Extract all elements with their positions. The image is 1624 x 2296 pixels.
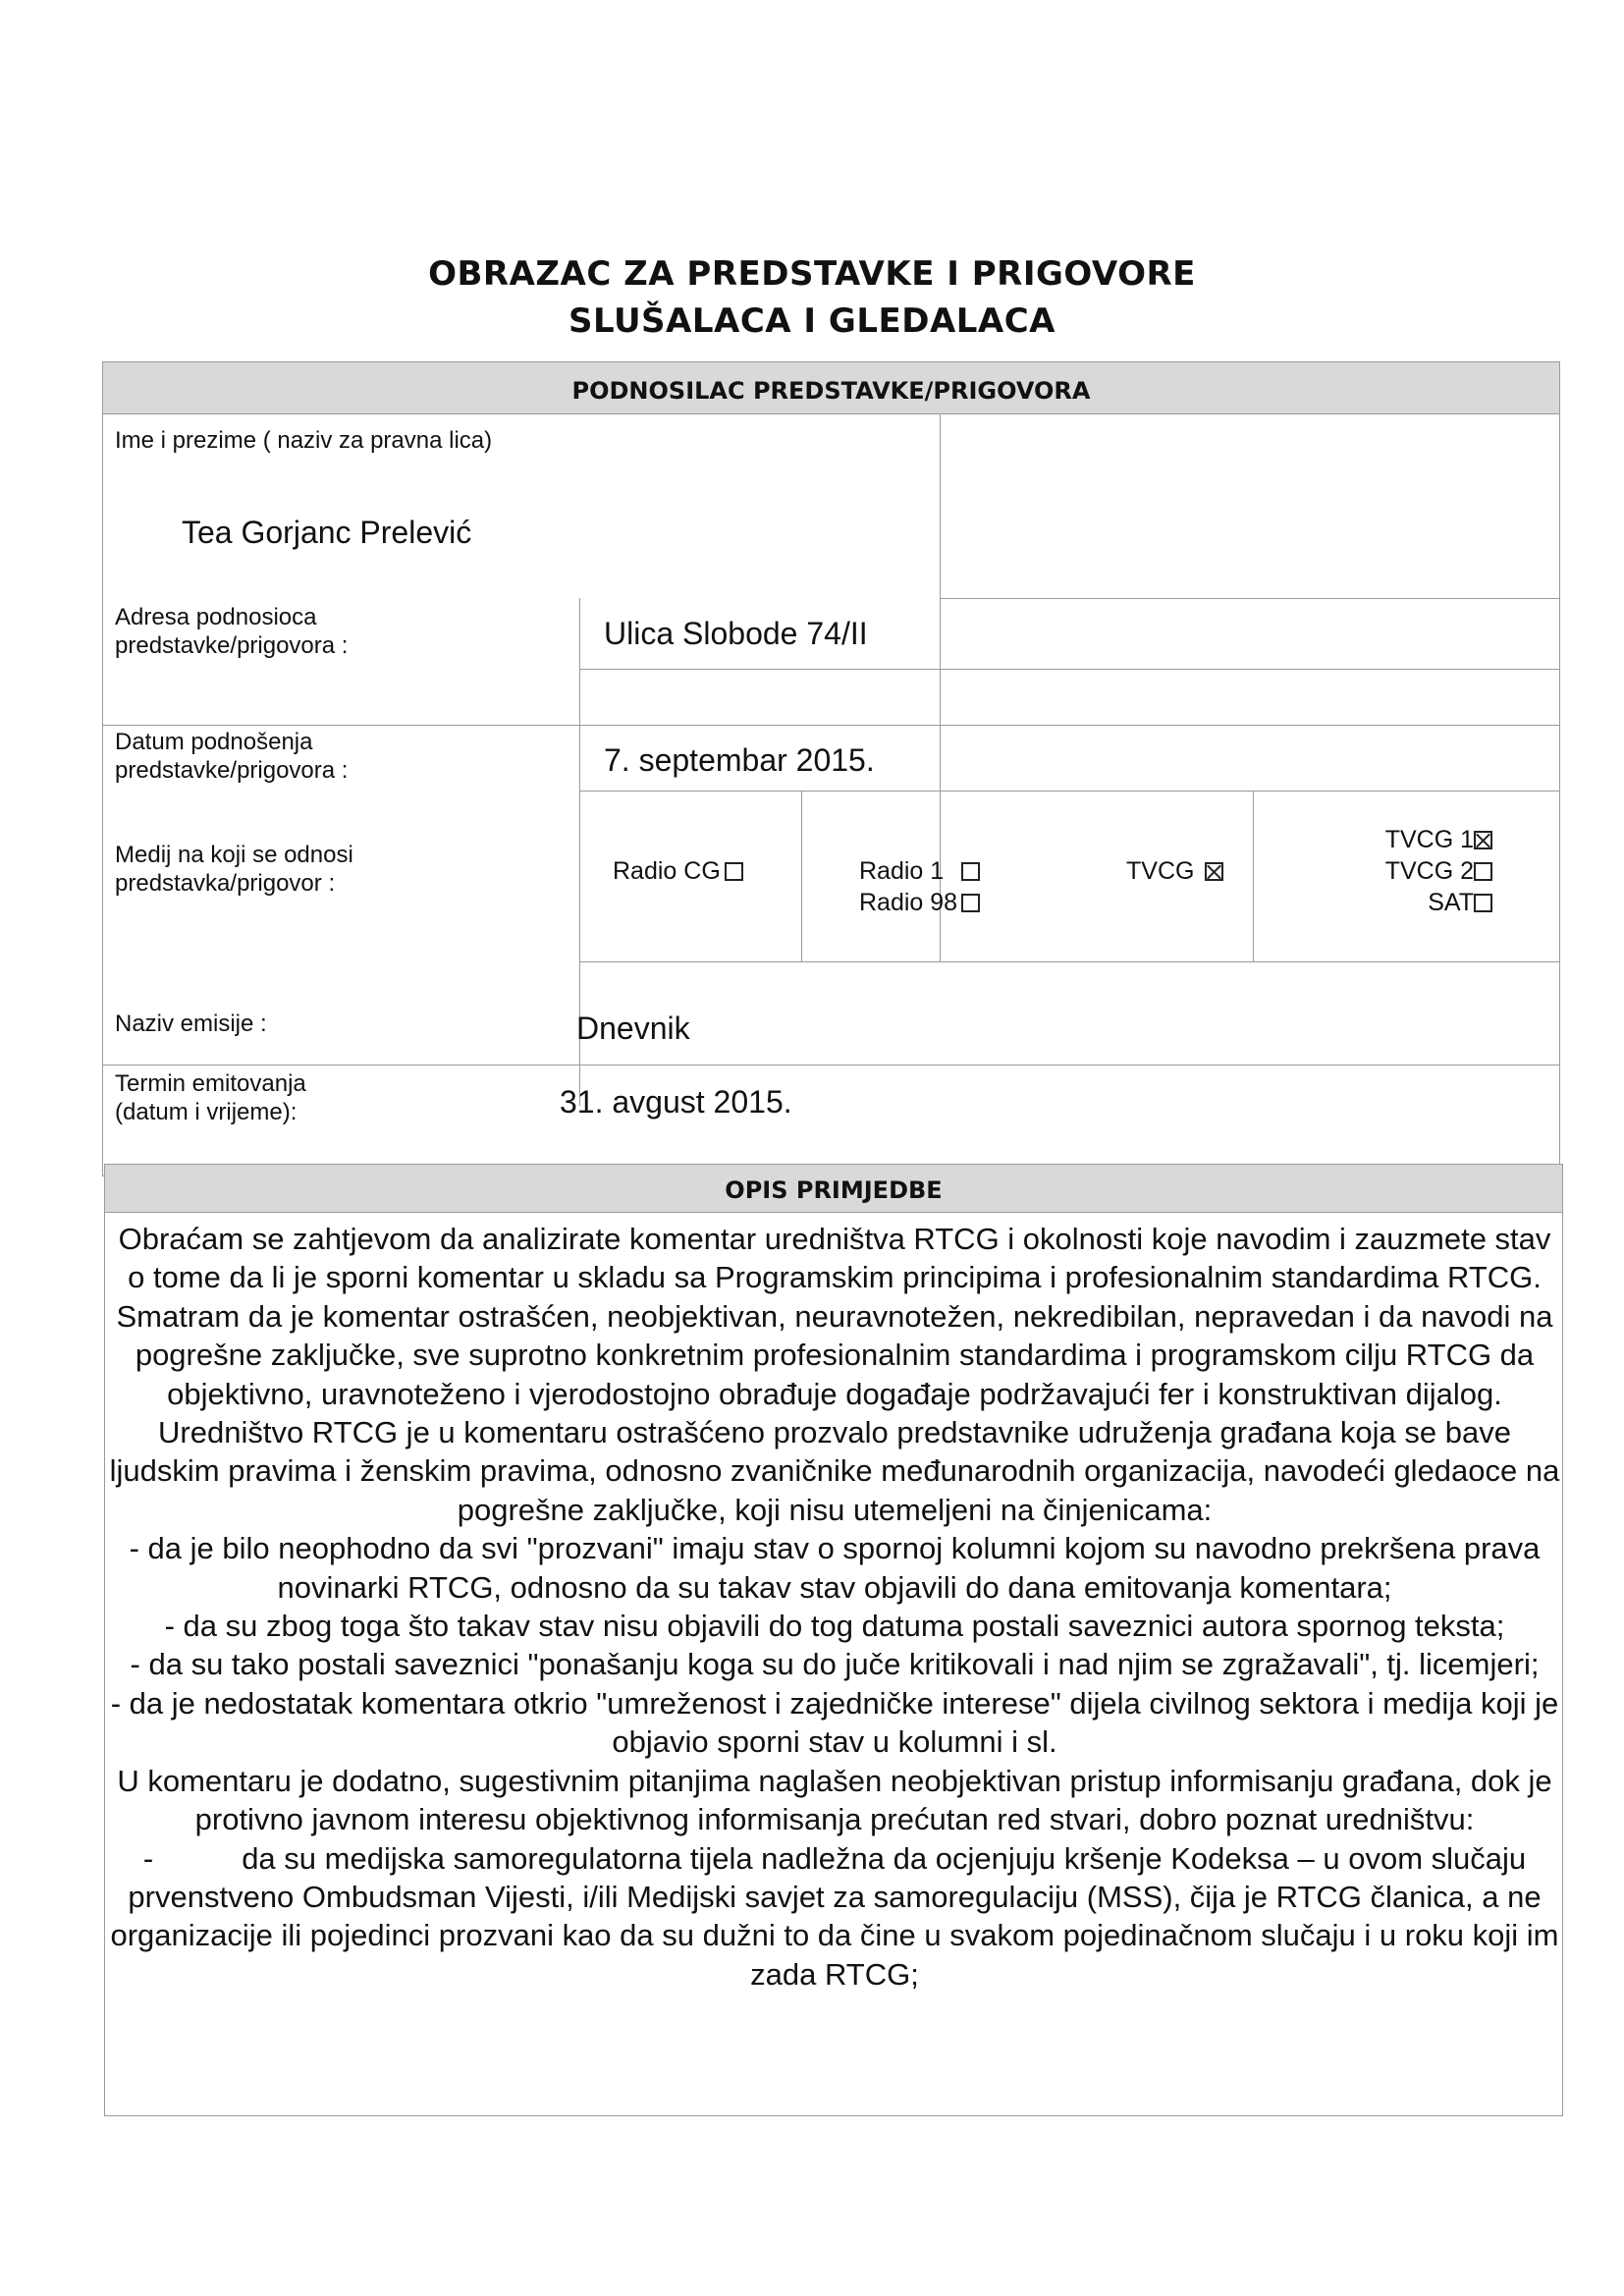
name-label: Ime i prezime ( naziv za pravna lica) [115, 427, 493, 454]
submission-date-value: 7. septembar 2015. [604, 742, 875, 778]
radio-1-checkbox[interactable] [961, 862, 980, 881]
tvcg-label: TVCG [1126, 857, 1195, 885]
address-label-line-2: predstavke/prigovora : [115, 632, 349, 659]
form-title-line-1: OBRAZAC ZA PREDSTAVKE I PRIGOVORE [428, 254, 1196, 294]
description-paragraph: - da su zbog toga što takav stav nisu objavili do tog datuma postali saveznici autora spornog teksta; [164, 1609, 1505, 1644]
media-label [115, 841, 353, 898]
divider [579, 791, 1559, 792]
description-paragraph: U komentaru je dodatno, sugestivnim pitanjima naglašen neobjektivan pristup informisanju građana, dok je protivno javnom interesu objektivnog informisanja prećutan red stvari, dobro poznat uredništvu: [117, 1763, 1552, 1837]
submission-date-label-line-2: predstavke/prigovora : [115, 757, 349, 784]
submission-date-label [115, 728, 348, 785]
address-label [115, 603, 348, 660]
divider [103, 725, 1559, 726]
airtime-label-line-2: (datum i vrijeme): [115, 1099, 298, 1125]
sat-checkbox[interactable] [1474, 894, 1492, 912]
divider [579, 669, 1559, 670]
radio-cg-label: Radio CG [613, 857, 721, 885]
airtime-label [115, 1069, 306, 1126]
form-title-line-2: SLUŠALACA I GLEDALACA [568, 301, 1056, 341]
media-option-tvcg[interactable] [1126, 855, 1223, 887]
show-name-label: Naziv emisije : [115, 1011, 267, 1037]
media-option-tvcg-1[interactable] [1385, 824, 1492, 855]
airtime-value: 31. avgust 2015. [560, 1084, 792, 1120]
radio-cg-checkbox[interactable] [725, 862, 743, 881]
name-value: Tea Gorjanc Prelević [182, 515, 472, 550]
tvcg-1-checkbox-checked[interactable] [1474, 831, 1492, 849]
description-bullet [108, 1839, 1561, 1995]
divider [1253, 791, 1254, 961]
divider [579, 961, 1559, 962]
submission-date-label-line-1: Datum podnošenja [115, 729, 313, 755]
media-option-radio-1[interactable] [859, 855, 980, 887]
radio-1-label: Radio 1 [859, 857, 945, 885]
divider [103, 1065, 1559, 1066]
bullet-text: da su medijska samoregulatorna tijela nadležna da ocjenjuju kršenje Kodeksa – u ovom slučaju prvenstveno Ombudsman Vijesti, i/ili Medijski savjet za samoregulaciju (MSS), čija je RTCG članica, a ne organizacije ili pojedinci prozvani kao da su dužni to da čine u svakom pojedinačnom slučaju i u roku koji im zada RTCG; [110, 1840, 1559, 1992]
media-option-tvcg-2[interactable] [1385, 855, 1492, 887]
description-text [108, 1220, 1561, 1994]
show-name-value: Dnevnik [576, 1011, 690, 1046]
media-label-line-1: Medij na koji se odnosi [115, 842, 353, 868]
radio-98-checkbox[interactable] [961, 894, 980, 912]
sat-label: SAT [1428, 889, 1474, 916]
submitter-section-header: PODNOSILAC PREDSTAVKE/PRIGOVORA [103, 362, 1559, 414]
description-paragraph: Obraćam se zahtjevom da analizirate komentar uredništva RTCG i okolnosti koje navodim i zauzmete stav o tome da li je sporni komentar u skladu sa Programskim principima i profesionalnim standardima RTCG. Smatram da je komentar ostrašćen, neobjektivan, neuravnotežen, nekredibilan, nepravedan i da navodi na pogrešne zaključke, sve suprotno konkretnim profesionalnim standardima i programskom cilju RTCG da objektivno, uravnoteženo i vjerodostojno obrađuje događaje podržavajući fer i konstruktivan dijalog. Uredništvo RTCG je u komentaru ostrašćeno prozvalo predstavnike udruženja građana koja se bave ljudskim pravima i ženskim pravima, odnosno zvaničnike međunarodnih organizacija, navodeći gledaoce na pogrešne zaključke, koji nisu utemeljeni na činjenicama: [109, 1222, 1560, 1527]
media-label-line-2: predstavka/prigovor : [115, 870, 336, 897]
tvcg-2-label: TVCG 2 [1384, 857, 1474, 885]
airtime-label-line-1: Termin emitovanja [115, 1070, 306, 1097]
description-paragraph: - da je nedostatak komentara otkrio "umreženost i zajedničke interese" dijela civilnog sektora i medija koji je objavio sporni stav u kolumni i sl. [110, 1685, 1559, 1760]
address-value: Ulica Slobode 74/II [604, 616, 868, 651]
radio-98-label: Radio 98 [859, 889, 958, 916]
bullet-marker: - [142, 1840, 154, 1876]
description-paragraph: - da su tako postali saveznici "ponašanju koga su do juče kritikovali i nad njim se zgražavali", tj. licemjeri; [130, 1647, 1540, 1682]
submitter-section [102, 361, 1560, 1176]
tvcg-2-checkbox[interactable] [1474, 862, 1492, 881]
divider [801, 791, 802, 961]
divider [940, 598, 1559, 599]
media-option-radio-98[interactable] [859, 887, 980, 918]
tvcg-1-label: TVCG 1 [1384, 826, 1474, 853]
description-section-header: OPIS PRIMJEDBE [105, 1165, 1562, 1213]
address-label-line-1: Adresa podnosioca [115, 604, 317, 630]
media-option-radio-cg[interactable] [613, 855, 743, 887]
tvcg-checkbox-checked[interactable] [1205, 862, 1223, 881]
description-paragraph: - da je bilo neophodno da svi "prozvani" imaju stav o spornoj kolumni kojom su navodno prekršena prava novinarki RTCG, odnosno da su takav stav objavili do dana emitovanja komentara; [129, 1531, 1541, 1605]
media-option-sat[interactable] [1428, 887, 1492, 918]
form-title [0, 250, 1624, 345]
